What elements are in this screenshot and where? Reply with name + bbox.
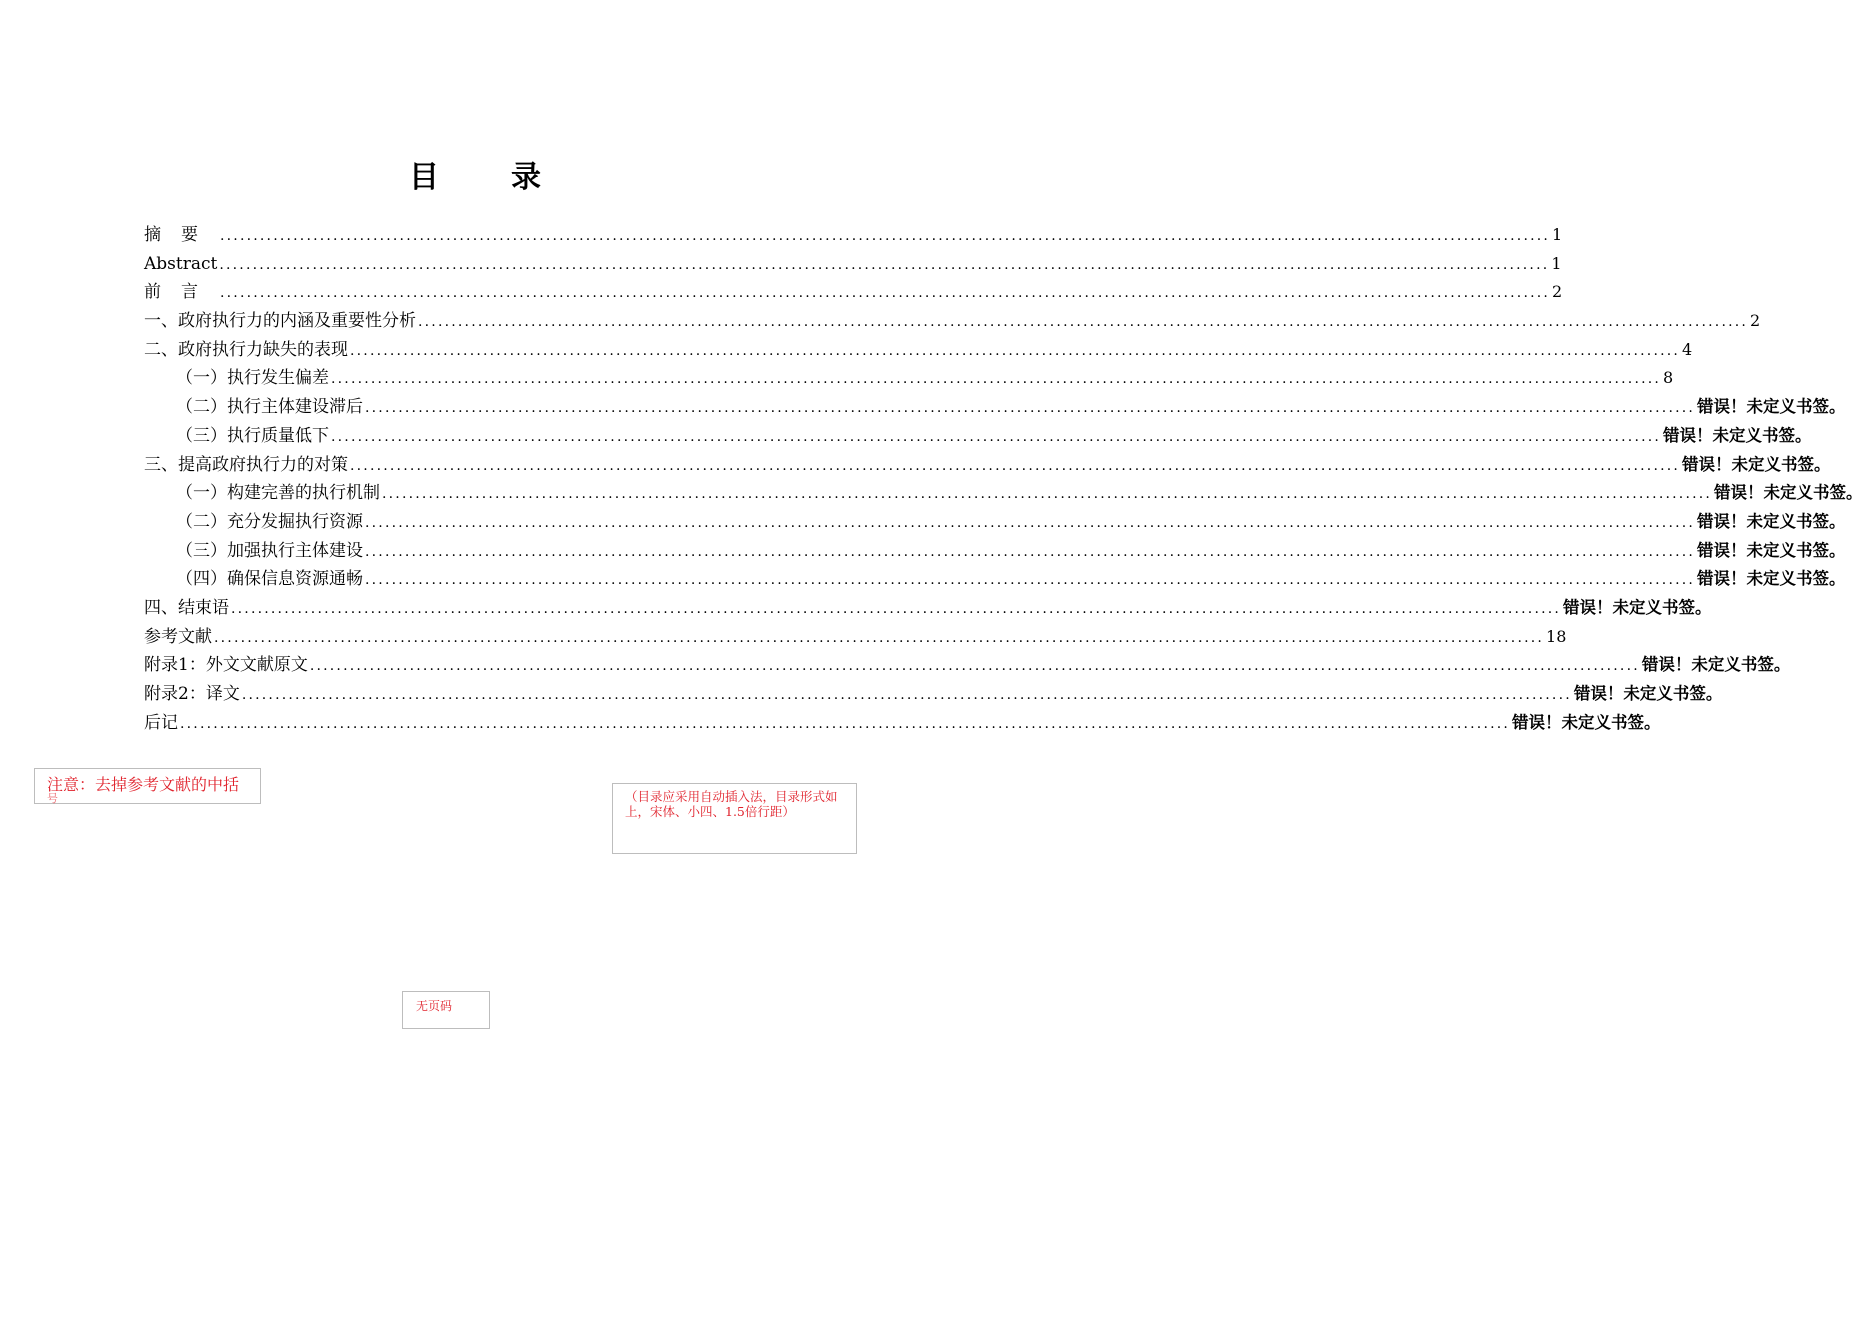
comment-no-page-number-text: 无页码 bbox=[416, 999, 453, 1013]
toc-leader-dots: ........................................................................................................................................................................................................ bbox=[220, 285, 1551, 302]
toc-entry-label: 一、政府执行力的内涵及重要性分析 bbox=[144, 311, 416, 332]
toc-entry-error: 错误！未定义书签。 bbox=[1697, 397, 1846, 417]
toc-entry-label: （四）确保信息资源通畅 bbox=[176, 569, 363, 590]
toc-entry[interactable] bbox=[144, 393, 1846, 422]
toc-entry-label: 参考文献 bbox=[144, 626, 212, 647]
toc-entry-page: 2 bbox=[1750, 311, 1761, 331]
toc-entry-label: Abstract bbox=[144, 253, 218, 274]
toc-entry[interactable] bbox=[144, 278, 1563, 307]
toc-entry-error: 错误！未定义书签。 bbox=[1697, 569, 1846, 589]
toc-entry-page: 1 bbox=[1552, 225, 1563, 244]
toc-leader-dots: ........................................................................................................................................................................................................ bbox=[331, 428, 1662, 445]
toc-entry[interactable] bbox=[144, 364, 1674, 393]
toc-leader-dots: ........................................................................................................................................................................................................ bbox=[231, 600, 1562, 617]
toc-entry-error: 错误！未定义书签。 bbox=[1682, 454, 1831, 474]
page-title: 目录 bbox=[409, 160, 613, 195]
toc-leader-dots: ........................................................................................................................................................................................................ bbox=[241, 687, 1572, 703]
toc-entry-error: 错误！未定义书签。 bbox=[1641, 655, 1791, 675]
toc-entry[interactable] bbox=[144, 680, 1723, 709]
comment-toc-format-text: （目录应采用自动插入法，目录形式如上，宋体、小四、1.5倍行距） bbox=[625, 789, 838, 819]
toc-entry[interactable] bbox=[144, 422, 1812, 451]
toc-entry[interactable] bbox=[144, 307, 1761, 336]
toc-entry[interactable] bbox=[144, 451, 1831, 480]
toc-entry[interactable] bbox=[144, 651, 1791, 680]
toc-entry-error: 错误！未定义书签。 bbox=[1697, 540, 1846, 560]
toc-entry[interactable] bbox=[144, 221, 1563, 250]
toc-entry-label: 三、提高政府执行力的对策 bbox=[144, 454, 348, 475]
toc-leader-dots: ........................................................................................................................................................................................................ bbox=[219, 256, 1550, 273]
toc-entry-label: （一）构建完善的执行机制 bbox=[176, 483, 380, 504]
toc-leader-dots: ........................................................................................................................................................................................................ bbox=[180, 715, 1511, 732]
toc-entry-label: 二、政府执行力缺失的表现 bbox=[144, 339, 348, 360]
comment-remove-brackets-text: 注意：去掉参考文献的中括 bbox=[47, 775, 240, 794]
toc-entry-label: 附录2：译文 bbox=[144, 684, 240, 704]
toc-entry[interactable] bbox=[144, 537, 1846, 566]
toc-leader-dots: ........................................................................................................................................................................................................ bbox=[220, 228, 1551, 244]
toc-entry-label: （三）执行质量低下 bbox=[176, 425, 329, 446]
toc-entry-error: 错误！未定义书签。 bbox=[1697, 511, 1846, 531]
toc-leader-dots: ........................................................................................................................................................................................................ bbox=[382, 486, 1713, 503]
toc-entry-page: 18 bbox=[1546, 626, 1567, 646]
comment-overflow-text: 号 bbox=[47, 792, 58, 805]
toc-entry-label: 前言 bbox=[144, 282, 218, 303]
toc-leader-dots: ........................................................................................................................................................................................................ bbox=[365, 400, 1696, 417]
toc-entry-page: 1 bbox=[1551, 253, 1562, 273]
toc-entry-page: 2 bbox=[1552, 282, 1563, 302]
toc-entry-page: 4 bbox=[1682, 339, 1693, 359]
toc-entry-label: 后记 bbox=[144, 712, 178, 733]
toc-entry[interactable] bbox=[144, 336, 1693, 365]
toc-entry-label: 摘要 bbox=[144, 225, 218, 245]
toc-leader-dots: ........................................................................................................................................................................................................ bbox=[365, 514, 1696, 531]
toc-leader-dots: ........................................................................................................................................................................................................ bbox=[350, 457, 1681, 474]
toc-entry-error: 错误！未定义书签。 bbox=[1512, 712, 1661, 732]
toc-entry[interactable] bbox=[144, 623, 1567, 652]
toc-leader-dots: ........................................................................................................................................................................................................ bbox=[331, 371, 1662, 388]
toc-entry[interactable] bbox=[144, 508, 1846, 537]
toc-entry-label: 四、结束语 bbox=[144, 597, 229, 618]
toc-entry-error: 错误！未定义书签。 bbox=[1563, 597, 1712, 617]
toc-entry[interactable] bbox=[144, 709, 1661, 738]
comment-remove-brackets bbox=[34, 768, 261, 804]
toc-leader-dots: ........................................................................................................................................................................................................ bbox=[365, 572, 1696, 589]
toc-leader-dots: ........................................................................................................................................................................................................ bbox=[214, 629, 1545, 646]
comment-toc-format bbox=[612, 783, 857, 854]
toc-leader-dots: ........................................................................................................................................................................................................ bbox=[309, 658, 1640, 675]
toc-entry-label: （二）执行主体建设滞后 bbox=[176, 397, 363, 418]
toc-entry-label: （一）执行发生偏差 bbox=[176, 368, 329, 389]
toc-entry[interactable] bbox=[144, 479, 1863, 508]
comment-no-page-number bbox=[402, 991, 490, 1029]
toc-leader-dots: ........................................................................................................................................................................................................ bbox=[365, 543, 1696, 560]
toc-entry-error: 错误！未定义书签。 bbox=[1663, 425, 1812, 445]
toc-entry-label: 附录1：外文文献原文 bbox=[144, 655, 308, 676]
toc-entry-error: 错误！未定义书签。 bbox=[1714, 483, 1863, 503]
toc-entry[interactable] bbox=[144, 250, 1562, 279]
toc-leader-dots: ........................................................................................................................................................................................................ bbox=[418, 314, 1749, 331]
toc-entry-error: 错误！未定义书签。 bbox=[1573, 684, 1723, 703]
toc-entry-label: （三）加强执行主体建设 bbox=[176, 540, 363, 561]
table-of-contents bbox=[144, 221, 1863, 737]
toc-leader-dots: ........................................................................................................................................................................................................ bbox=[350, 342, 1681, 359]
toc-entry[interactable] bbox=[144, 565, 1846, 594]
toc-entry[interactable] bbox=[144, 594, 1712, 623]
toc-entry-label: （二）充分发掘执行资源 bbox=[176, 511, 363, 532]
toc-entry-page: 8 bbox=[1663, 368, 1674, 388]
